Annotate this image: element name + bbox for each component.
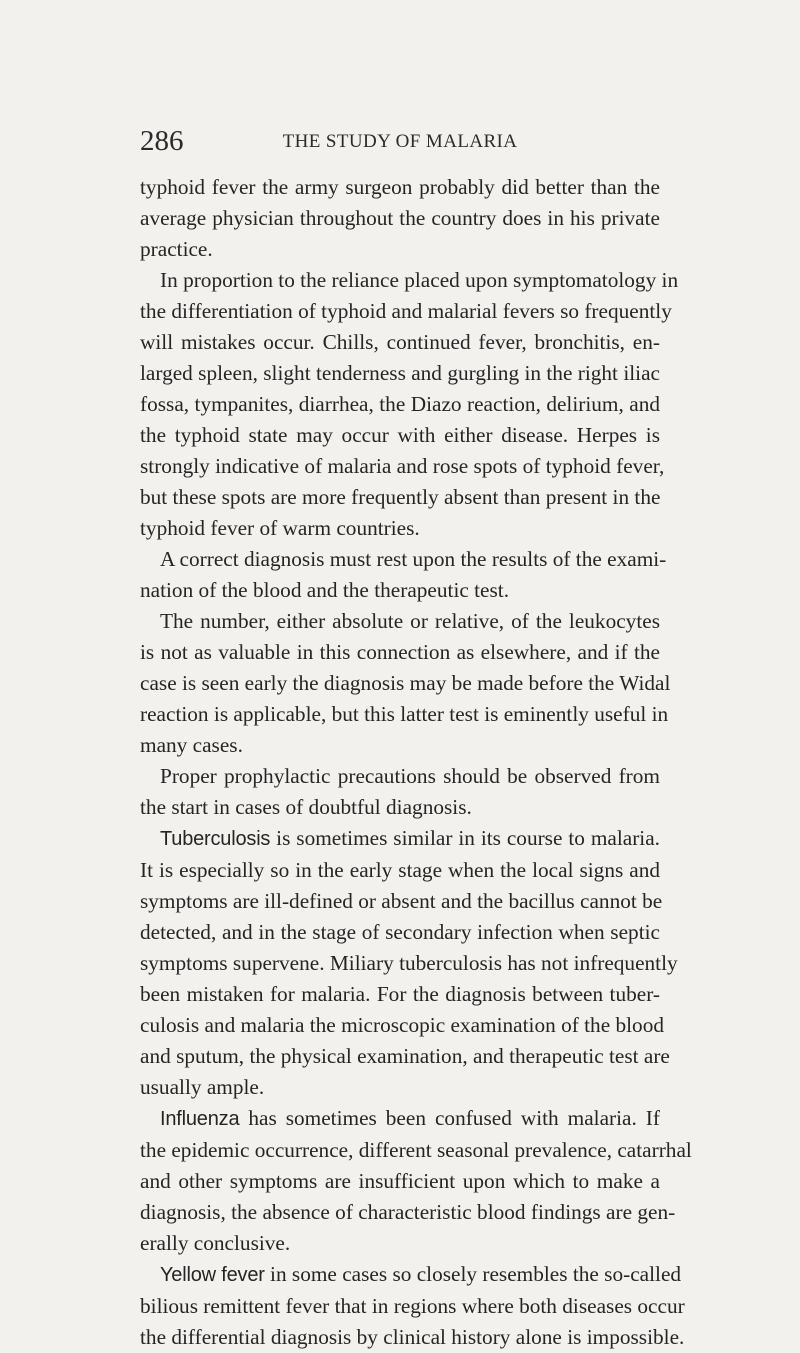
text-line: the typhoid state may occur with either disease. Herpes is [140,423,660,447]
line-text: has sometimes been confused with malaria. If [239,1106,660,1130]
text-line: the epidemic occurrence, different seasonal prevalence, catarrhal [140,1138,692,1162]
text-line: culosis and malaria the microscopic examination of the blood [140,1013,664,1037]
text-line: and sputum, the physical examination, and therapeutic test are [140,1044,670,1068]
text-line: fossa, tympanites, diarrhea, the Diazo reaction, delirium, and [140,392,660,416]
text-line: larged spleen, slight tenderness and gurgling in the right iliac [140,361,660,385]
text-line: case is seen early the diagnosis may be made before the Widal [140,671,671,695]
body-text [140,172,692,1353]
text-line: the differentiation of typhoid and malarial fevers so frequently [140,299,672,323]
text-line: symptoms supervene. Miliary tuberculosis has not infrequently [140,951,678,975]
text-line: strongly indicative of malaria and rose spots of typhoid fever, [140,454,665,478]
subject-heading: Yellow fever [160,1264,265,1286]
text-line: and other symptoms are insufficient upon which to make a [140,1169,660,1193]
text-line: erally conclusive. [140,1231,291,1255]
text-line: average physician throughout the country does in his private [140,206,660,230]
page-header [140,124,660,160]
text-line: typhoid fever the army surgeon probably did better than the [140,175,660,199]
text-line: detected, and in the stage of secondary infection when septic [140,920,660,944]
text-line: reaction is applicable, but this latter test is eminently useful in [140,702,669,726]
text-line: the start in cases of doubtful diagnosis. [140,795,472,819]
paragraph-start-line: Proper prophylactic precautions should be observed from [160,764,660,788]
text-line: usually ample. [140,1075,265,1099]
text-line: will mistakes occur. Chills, continued fever, bronchitis, en- [140,330,660,354]
text-line: is not as valuable in this connection as elsewhere, and if the [140,640,660,664]
line-text: is sometimes similar in its course to malaria. [270,826,660,850]
line-text: in some cases so closely resembles the so-called [264,1262,682,1286]
text-line: the differential diagnosis by clinical history alone is impossible. [140,1325,685,1349]
text-line: but these spots are more frequently absent than present in the [140,485,661,509]
text-line: It is especially so in the early stage when the local signs and [140,858,660,882]
paragraph-start-line [140,823,660,855]
page-number: 286 [140,125,184,157]
paragraph-start-line: A correct diagnosis must rest upon the results of the exami- [160,547,667,571]
text-line: typhoid fever of warm countries. [140,516,420,540]
text-line: nation of the blood and the therapeutic test. [140,578,510,602]
text-line: diagnosis, the absence of characteristic blood findings are gen- [140,1200,676,1224]
text-line: many cases. [140,733,243,757]
running-head: THE STUDY OF MALARIA [282,131,518,152]
text-line: been mistaken for malaria. For the diagnosis between tuber- [140,982,660,1006]
paragraph-start-line [140,1103,660,1135]
text-line: bilious remittent fever that in regions where both diseases occur [140,1294,685,1318]
paragraph-start-line: The number, either absolute or relative, of the leukocytes [160,609,660,633]
paragraph-start-line: In proportion to the reliance placed upon symptomatology in [160,268,679,292]
subject-heading: Tuberculosis [160,828,271,850]
text-line: symptoms are ill-defined or absent and the bacillus cannot be [140,889,663,913]
subject-heading: Influenza [160,1108,240,1130]
paragraph-start-line [140,1259,682,1291]
text-line: practice. [140,237,213,261]
